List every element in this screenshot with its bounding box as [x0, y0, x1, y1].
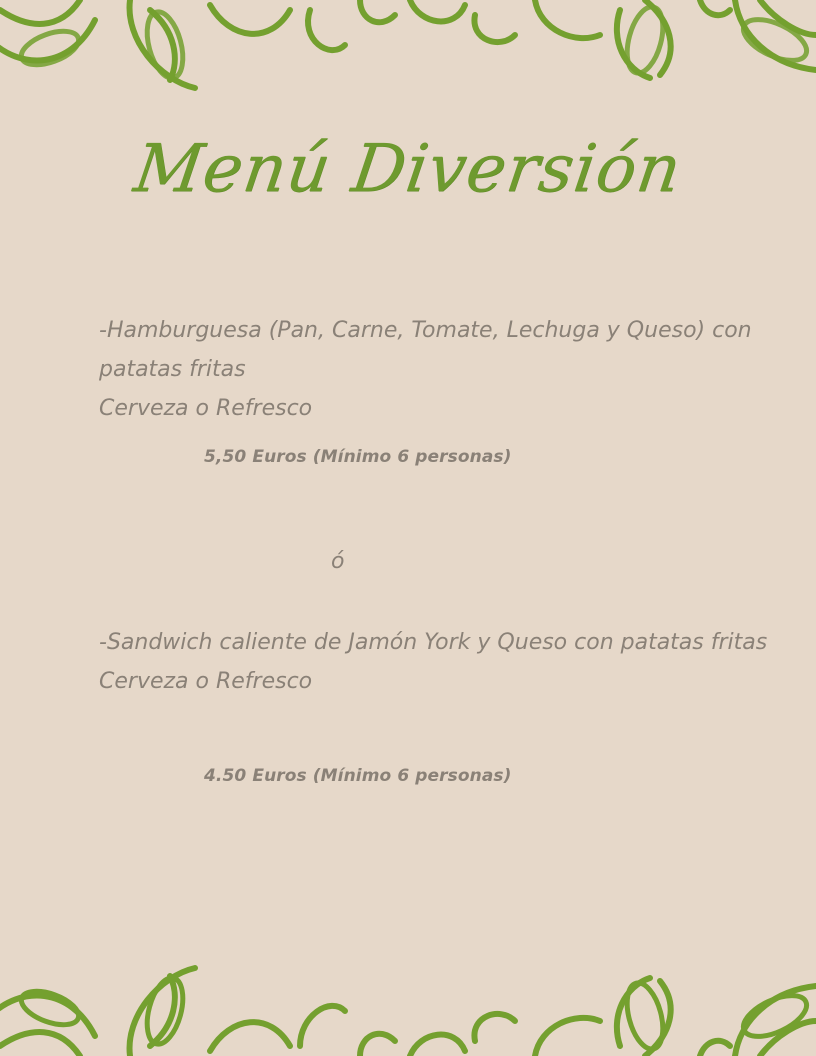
menu-title: Menú Diversión — [129, 130, 687, 207]
menu-item-1-line: -Hamburguesa (Pan, Carne, Tomate, Lechuga y Queso) con — [99, 318, 752, 343]
menu-item-2-line: Cerveza o Refresco — [99, 669, 313, 694]
menu-item-1-price: 5,50 Euros (Mínimo 6 personas) — [204, 447, 512, 467]
menu-item-2-line: -Sandwich caliente de Jamón York y Queso con patatas fritas — [99, 630, 768, 655]
leaf-border-bottom-icon — [0, 961, 816, 1056]
menu-item-1-line: Cerveza o Refresco — [99, 396, 313, 421]
menu-item-2 — [99, 623, 779, 701]
menu-item-2-price: 4.50 Euros (Mínimo 6 personas) — [204, 766, 512, 786]
leaf-border-top-icon — [0, 0, 816, 95]
menu-separator: ó — [331, 549, 345, 574]
menu-item-1-line: patatas fritas — [99, 357, 246, 382]
menu-item-1 — [99, 311, 779, 428]
